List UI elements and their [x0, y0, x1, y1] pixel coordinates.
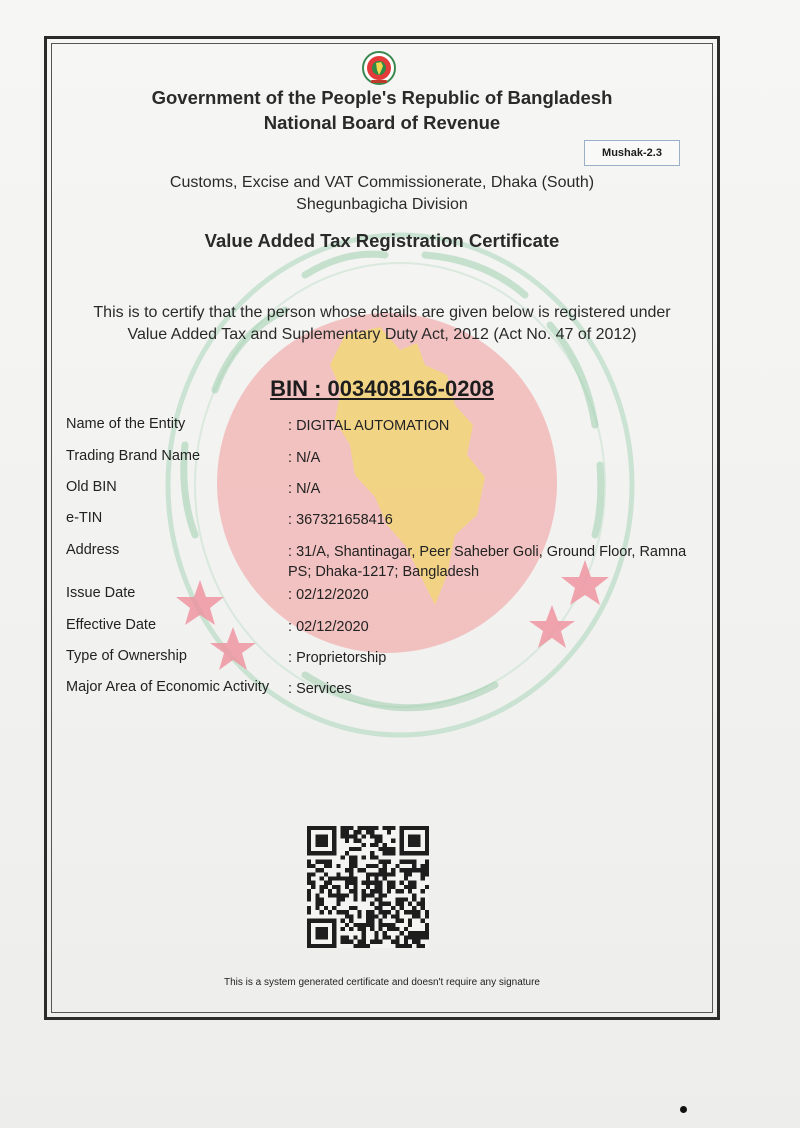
field-value: : N/A: [288, 479, 698, 499]
field-label: Trading Brand Name: [66, 448, 201, 464]
punch-mark: [680, 1106, 687, 1113]
field-label: Old BIN: [66, 479, 117, 495]
statement-line-1: This is to certify that the person whose details are given below is registered under: [93, 304, 671, 321]
qr-code: [307, 826, 429, 948]
field-label: e-TIN: [66, 510, 103, 526]
field-label: Issue Date: [66, 585, 136, 601]
division-line: Shegunbagicha Division: [296, 196, 468, 213]
board-heading: National Board of Revenue: [263, 112, 501, 133]
field-label: Major Area of Economic Activity: [66, 679, 270, 695]
government-heading: Government of the People's Republic of Bangladesh: [151, 87, 613, 108]
field-label: Effective Date: [66, 617, 157, 633]
statement-line-2: Value Added Tax and Suplementary Duty Act, 2012 (Act No. 47 of 2012): [127, 326, 637, 343]
field-value: : N/A: [288, 448, 698, 468]
form-code-badge: Mushak-2.3: [584, 140, 680, 166]
field-label: Name of the Entity: [66, 416, 186, 432]
field-value: : 367321658416: [288, 510, 698, 530]
commissionerate-line: Customs, Excise and VAT Commissionerate, Dhaka (South): [169, 174, 595, 191]
field-value: : 31/A, Shantinagar, Peer Saheber Goli, Ground Floor, Ramna PS; Dhaka-1217; Bangladesh: [288, 542, 698, 582]
bangladesh-emblem-icon: [361, 50, 397, 86]
field-value: : 02/12/2020: [288, 585, 698, 605]
system-generated-note: This is a system generated certificate and doesn't require any signature: [224, 977, 540, 988]
field-value: : Services: [288, 679, 698, 699]
certification-statement: [70, 302, 694, 346]
bin-number: BIN : 003408166-0208: [270, 376, 494, 401]
certificate-title: Value Added Tax Registration Certificate: [204, 230, 560, 251]
field-label: Address: [66, 542, 120, 558]
field-value: : DIGITAL AUTOMATION: [288, 416, 698, 436]
field-label: Type of Ownership: [66, 648, 187, 664]
field-value: : 02/12/2020: [288, 617, 698, 637]
field-value: : Proprietorship: [288, 648, 698, 668]
